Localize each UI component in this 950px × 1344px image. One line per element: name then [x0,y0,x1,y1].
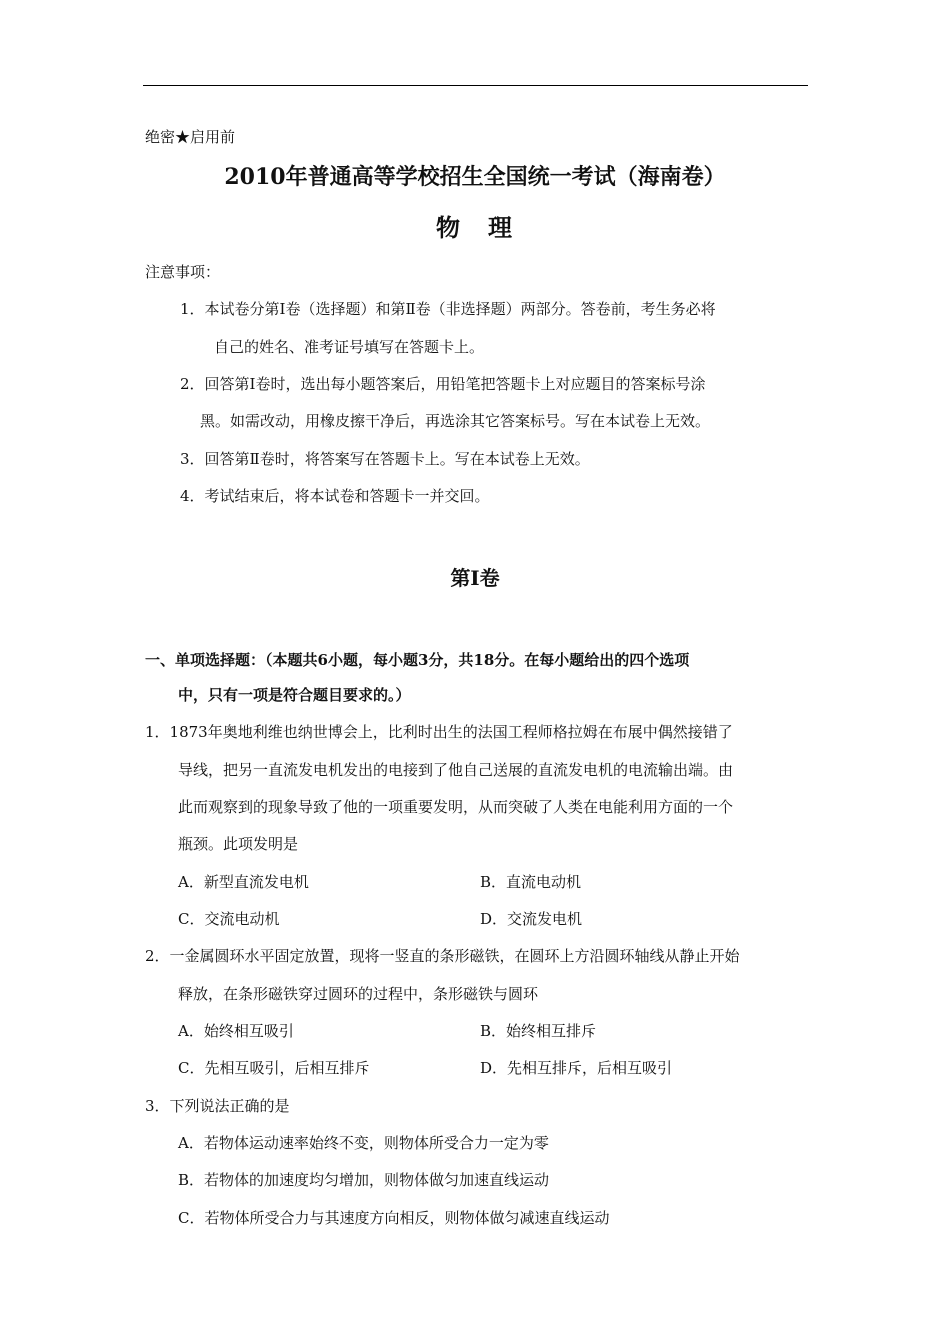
q1-option-b: B．直流电动机 [480,873,582,891]
note-3: 3．回答第Ⅱ卷时，将答案写在答题卡上。写在本试卷上无效。 [180,450,590,468]
q1-line-1: 1．1873年奥地利维也纳世博会上，比利时出生的法国工程师格拉姆在布展中偶然接错了 [145,723,733,741]
note-1-line-2: 自己的姓名、准考证号填写在答题卡上。 [214,338,485,356]
note-1-line-1: 1．本试卷分第Ⅰ卷（选择题）和第Ⅱ卷（非选择题）两部分。答卷前，考生务必将 [180,300,716,318]
q2-option-d: D．先相互排斥，后相互吸引 [480,1059,673,1077]
q1-option-c: C．交流电动机 [178,910,280,928]
q3-option-b: B．若物体的加速度均匀增加，则物体做匀加速直线运动 [178,1171,550,1189]
q3-option-c: C．若物体所受合力与其速度方向相反，则物体做匀减速直线运动 [178,1209,610,1227]
header-rule [143,85,808,86]
q1-line-2: 导线，把另一直流发电机发出的电接到了他自己送展的直流发电机的电流输出端。由 [178,761,734,779]
q1-line-4: 瓶颈。此项发明是 [178,835,299,853]
section1-heading-line-1: 一、单项选择题：（本题共6小题，每小题3分，共18分。在每小题给出的四个选项 [145,651,690,669]
q1-option-a: A．新型直流发电机 [178,873,309,891]
section1-heading-line-2: 中，只有一项是符合题目要求的。） [178,686,411,704]
subject-title: 物 理 [436,213,514,242]
q3-line-1: 3．下列说法正确的是 [145,1097,290,1115]
q2-option-a: A．始终相互吸引 [178,1022,294,1040]
q2-line-1: 2．一金属圆环水平固定放置，现将一竖直的条形磁铁，在圆环上方沿圆环轴线从静止开始 [145,947,740,965]
note-2-line-1: 2．回答第Ⅰ卷时，选出每小题答案后，用铅笔把答题卡上对应题目的答案标号涂 [180,375,706,393]
q2-line-2: 释放，在条形磁铁穿过圆环的过程中，条形磁铁与圆环 [178,985,539,1003]
q1-option-d: D．交流发电机 [480,910,583,928]
exam-title: 2010年普通高等学校招生全国统一考试（海南卷） [224,164,726,190]
q2-option-b: B．始终相互排斥 [480,1022,597,1040]
q1-line-3: 此而观察到的现象导致了他的一项重要发明，从而突破了人类在电能利用方面的一个 [178,798,734,816]
note-2-line-2: 黑。如需改动，用橡皮擦干净后，再选涂其它答案标号。写在本试卷上无效。 [200,412,711,430]
q2-option-c: C．先相互吸引，后相互排斥 [178,1059,370,1077]
note-4: 4．考试结束后，将本试卷和答题卡一并交回。 [180,487,490,505]
q3-option-a: A．若物体运动速率始终不变，则物体所受合力一定为零 [178,1134,549,1152]
part1-title: 第Ⅰ卷 [450,566,500,590]
classification-label: 绝密★启用前 [145,128,236,146]
notes-heading: 注意事项： [145,263,221,281]
